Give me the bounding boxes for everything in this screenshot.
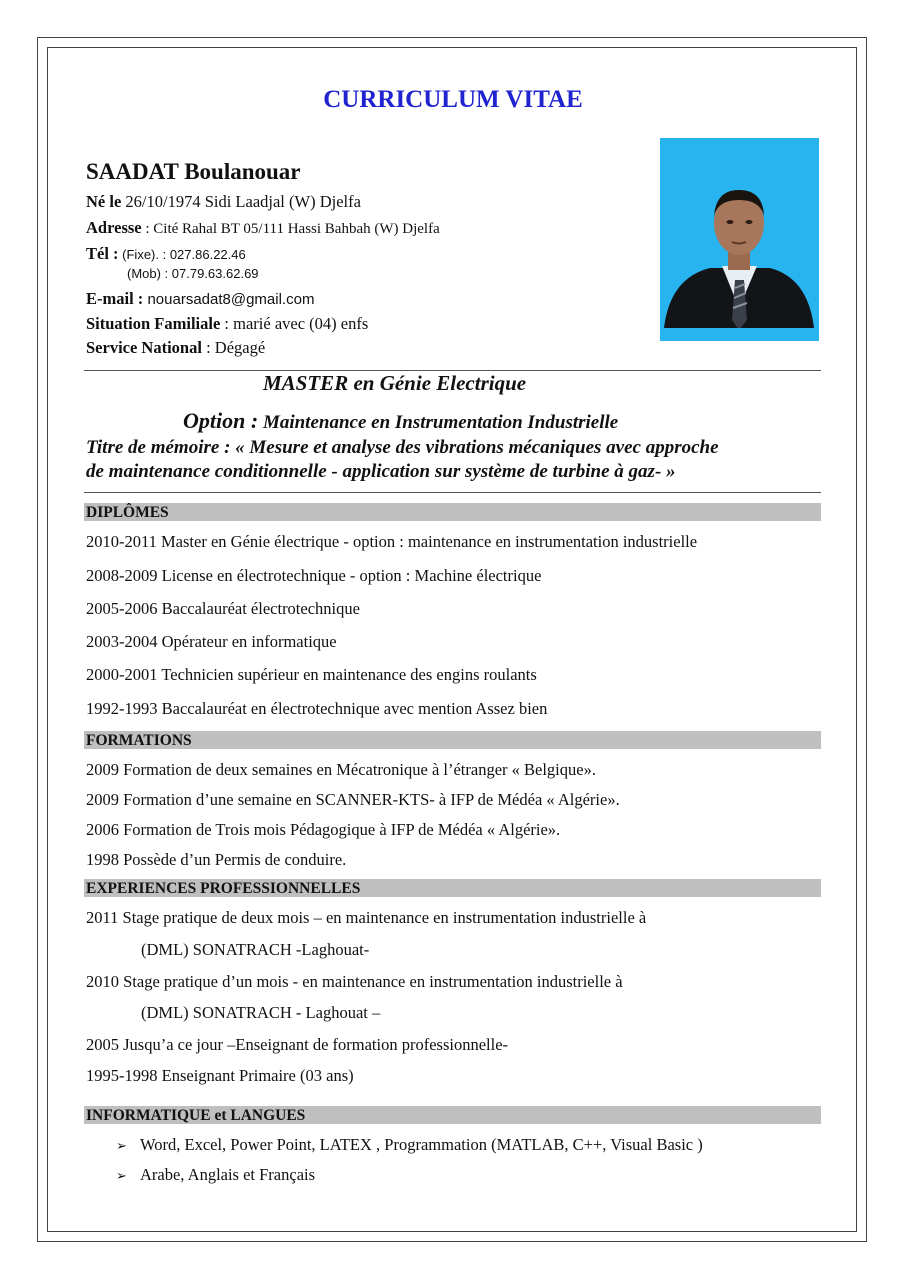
formation-item: 2009 Formation de deux semaines en Mécatronique à l’étranger « Belgique». [86,760,596,779]
person-name: SAADAT Boulanouar [86,159,301,184]
memoire-line-2: de maintenance conditionnelle - application sur système de turbine à gaz- » [86,461,676,482]
email-line [86,289,314,309]
address-value: : Cité Rahal BT 05/111 Hassi Bahbah (W) Djelfa [141,221,440,237]
birth-line [86,192,361,212]
experience-item: 2005 Jusqu’a ce jour –Enseignant de formation professionnelle- [86,1035,509,1054]
family-line [86,314,368,334]
skill-item [116,1135,703,1155]
address-line [86,218,440,238]
experience-item: 1995-1998 Enseignant Primaire (03 ans) [86,1066,354,1085]
skill-item [116,1165,315,1185]
skill-text: Word, Excel, Power Point, LATEX , Programmation (MATLAB, C++, Visual Basic ) [140,1135,703,1154]
diplome-item: 2005-2006 Baccalauréat électrotechnique [86,599,360,618]
diplome-item: 2003-2004 Opérateur en informatique [86,632,337,651]
tel-mob: (Mob) : 07.79.63.62.69 [127,266,259,281]
birth-label: Né le [86,192,122,211]
email-label: E-mail : [86,289,144,308]
option-value: Maintenance en Instrumentation Industrielle [258,412,619,433]
email-value: nouarsadat8@gmail.com [143,291,315,308]
experience-item: 2011 Stage pratique de deux mois – en maintenance en instrumentation industrielle à [86,908,647,927]
diplome-item: 1992-1993 Baccalauréat en électrotechnique avec mention Assez bien [86,699,548,718]
experience-item-continuation: (DML) SONATRACH - Laghouat – [141,1003,381,1022]
tel-label: Tél : [86,244,119,263]
bullet-arrow-icon: ➢ [116,1168,127,1183]
profile-photo [660,138,819,341]
section-formations: FORMATIONS [84,731,821,749]
family-label: Situation Familiale [86,314,221,333]
formation-item: 1998 Possède d’un Permis de conduire. [86,850,347,869]
formation-item: 2009 Formation d’une semaine en SCANNER-KTS- à IFP de Médéa « Algérie». [86,790,620,809]
diplome-item: 2000-2001 Technicien supérieur en maintenance des engins roulants [86,665,537,684]
birth-value: 26/10/1974 Sidi Laadjal (W) Djelfa [121,192,361,211]
formation-item: 2006 Formation de Trois mois Pédagogique à IFP de Médéa « Algérie». [86,820,561,839]
option-label: Option : [183,408,259,433]
service-line [86,338,265,358]
degree-option [183,408,618,434]
diplome-item: 2010-2011 Master en Génie électrique - option : maintenance en instrumentation industrielle [86,532,698,551]
tel-line [86,244,246,264]
service-value: : Dégagé [201,338,266,357]
section-diplomes: DIPLÔMES [84,503,821,521]
section-informatique: INFORMATIQUE et LANGUES [84,1106,821,1124]
skill-text: Arabe, Anglais et Français [140,1165,316,1184]
diplome-item: 2008-2009 License en électrotechnique - option : Machine électrique [86,566,542,585]
experience-item: 2010 Stage pratique d’un mois - en maintenance en instrumentation industrielle à [86,972,623,991]
divider-bottom [84,492,821,493]
degree-title: MASTER en Génie Electrique [263,371,527,395]
memoire-line-1: Titre de mémoire : « Mesure et analyse des vibrations mécaniques avec approche [86,437,719,458]
tel-fixe: (Fixe). : 027.86.22.46 [118,247,246,262]
service-label: Service National [86,338,202,357]
person-portrait-icon [660,138,819,341]
address-label: Adresse [86,218,142,237]
family-value: : marié avec (04) enfs [220,314,369,333]
section-experiences: EXPERIENCES PROFESSIONNELLES [84,879,821,897]
experience-item-continuation: (DML) SONATRACH -Laghouat- [141,940,370,959]
bullet-arrow-icon: ➢ [116,1138,127,1153]
document-title: CURRICULUM VITAE [323,86,583,113]
